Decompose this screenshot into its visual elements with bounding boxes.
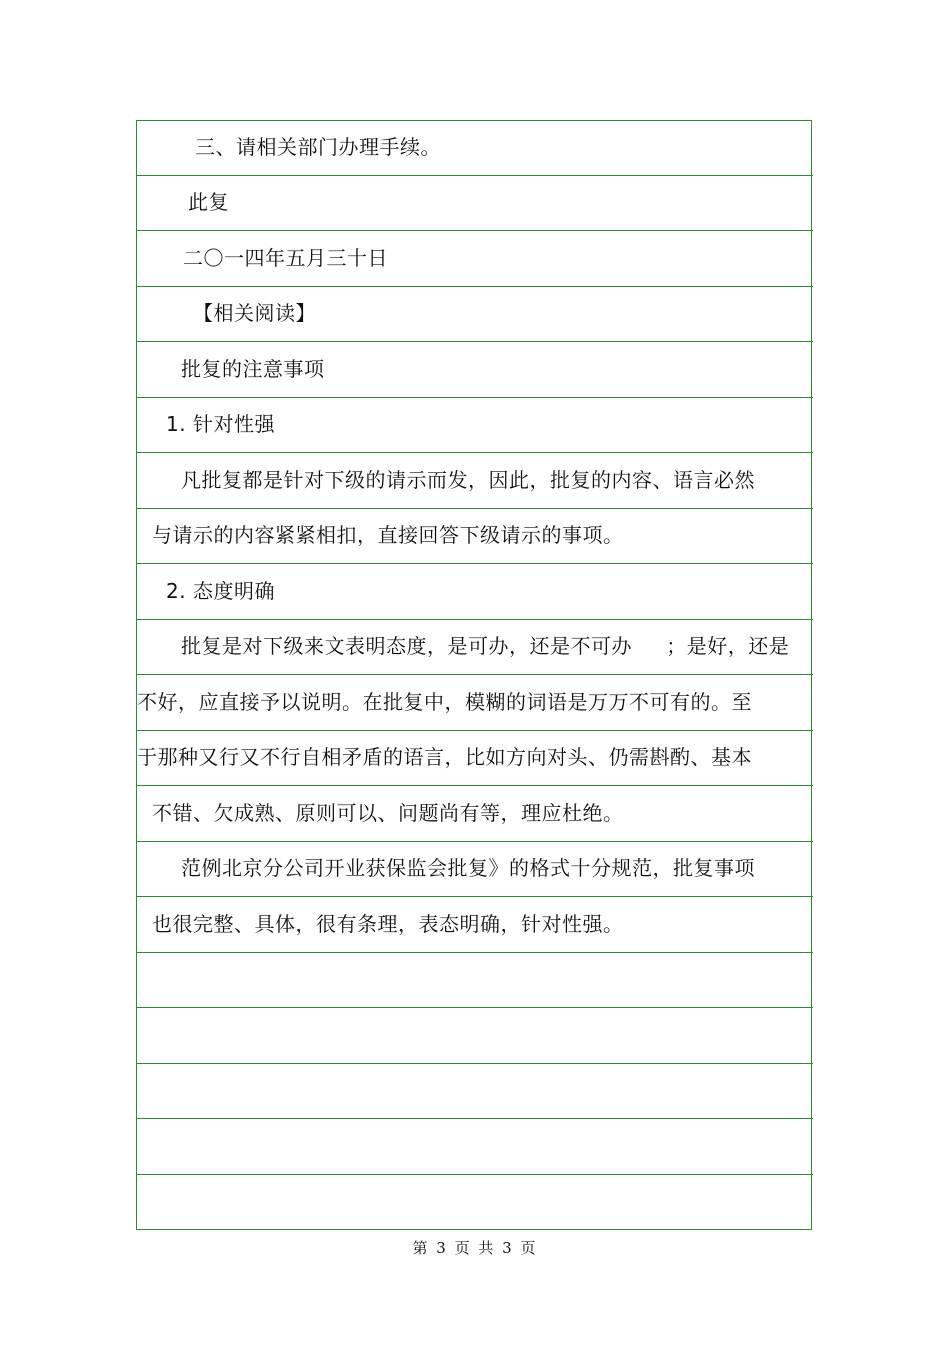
ruled-row	[137, 731, 813, 786]
ruled-row-empty	[137, 1175, 813, 1229]
ruled-row	[137, 842, 813, 897]
ruled-row	[137, 343, 813, 398]
ruled-row	[137, 509, 813, 564]
ruled-row-empty	[137, 1064, 813, 1119]
text-line: 与请示的内容紧紧相扣，直接回答下级请示的事项。	[152, 523, 624, 547]
ruled-row	[137, 398, 813, 453]
text-line: 不好，应直接予以说明。在批复中，模糊的词语是万万不可有的。至	[137, 690, 752, 714]
ruled-row	[137, 121, 813, 176]
text-line: 三、请相关部门办理手续。	[195, 135, 441, 159]
ruled-row-empty	[137, 953, 813, 1008]
ruled-row	[137, 287, 813, 342]
ruled-row	[137, 898, 813, 953]
page-number-footer: 第 3 页 共 3 页	[412, 1239, 538, 1257]
text-line: 批复是对下级来文表明态度，是可办，还是不可办 ；是好，还是	[181, 634, 790, 658]
ruled-row	[137, 454, 813, 509]
ruled-row	[137, 232, 813, 287]
ruled-text-frame	[136, 120, 812, 1230]
text-line: 【相关阅读】	[193, 301, 316, 325]
ruled-row-empty	[137, 1009, 813, 1064]
text-line: 此复	[188, 190, 229, 214]
ruled-row	[137, 620, 813, 675]
text-line: 二〇一四年五月三十日	[183, 246, 388, 270]
text-line: 范例北京分公司开业获保监会批复》的格式十分规范，批复事项	[181, 856, 755, 880]
list-heading: 2. 态度明确	[166, 579, 275, 603]
text-line: 不错、欠成熟、原则可以、问题尚有等，理应杜绝。	[152, 801, 624, 825]
text-line: 于那种又行又不行自相矛盾的语言，比如方向对头、仍需斟酌、基本	[137, 745, 752, 769]
list-heading: 1. 针对性强	[166, 412, 275, 436]
text-line: 批复的注意事项	[181, 357, 325, 381]
text-line: 也很完整、具体，很有条理，表态明确，针对性强。	[152, 912, 624, 936]
ruled-row	[137, 676, 813, 731]
ruled-row	[137, 176, 813, 231]
ruled-row-empty	[137, 1120, 813, 1175]
text-line: 凡批复都是针对下级的请示而发，因此，批复的内容、语言必然	[181, 468, 755, 492]
ruled-row	[137, 565, 813, 620]
ruled-row	[137, 787, 813, 842]
